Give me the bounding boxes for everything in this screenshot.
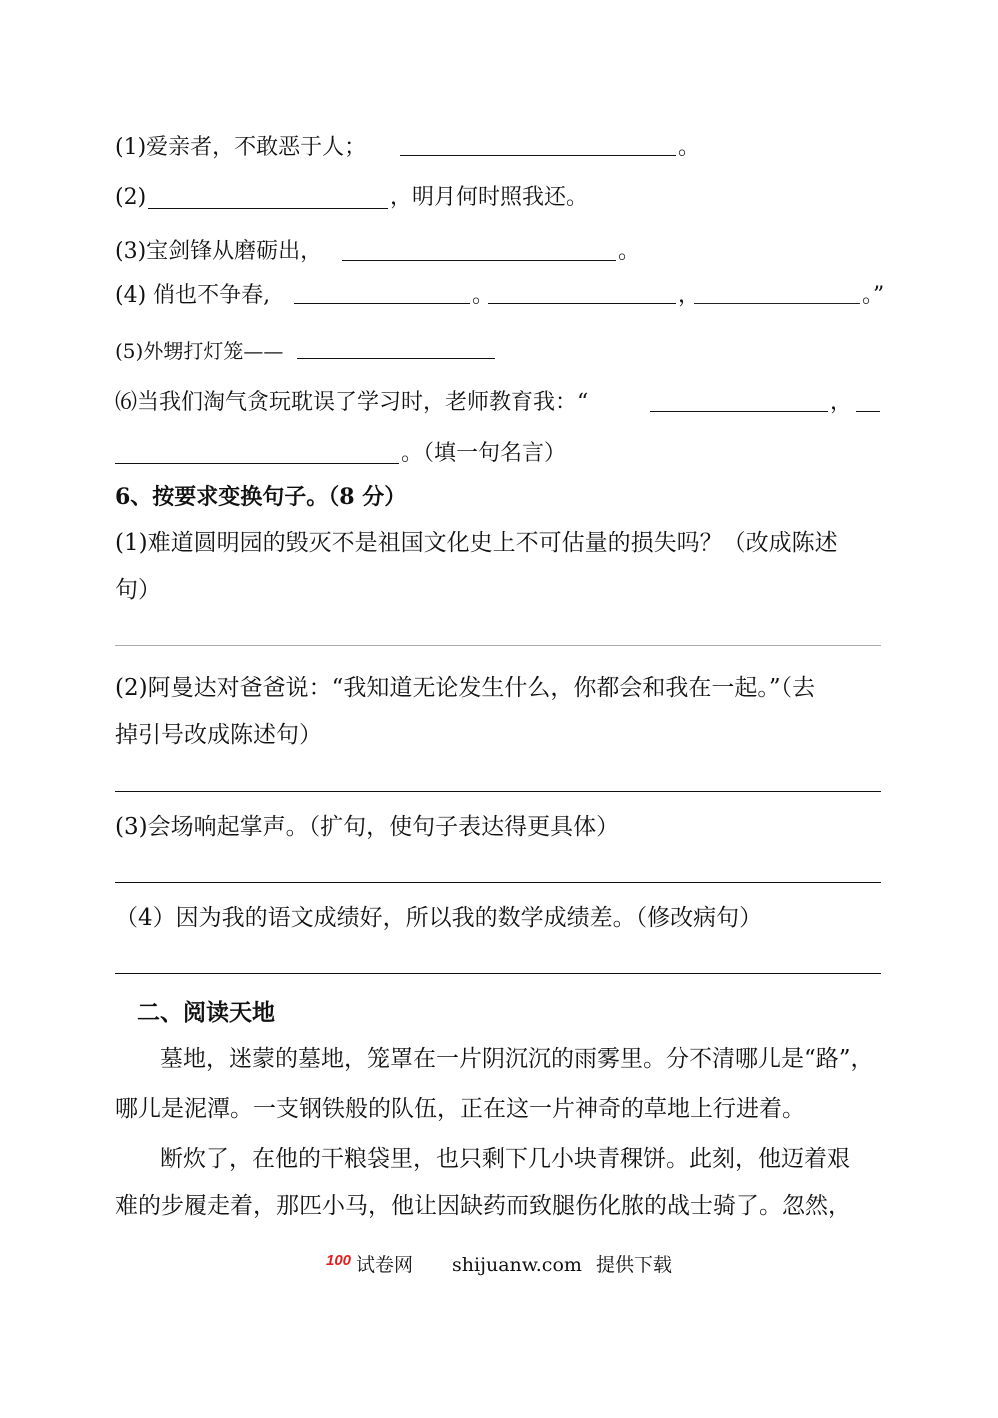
paragraph-line: 墓地，迷蒙的墓地，笼罩在一片阴沉沉的雨雾里。分不清哪儿是“路”， [160, 1046, 874, 1072]
section-title: 6、按要求变换句子。（8 分） [115, 484, 407, 510]
punctuation: ， [678, 283, 701, 308]
answer-blank[interactable] [694, 303, 860, 304]
fill-q1 [115, 133, 366, 163]
question-text: (1)难道圆明园的毁灭不是祖国文化史上不可估量的损失吗？（改成陈述 [115, 530, 838, 556]
question-number: (5) [115, 339, 144, 363]
answer-blank[interactable] [488, 303, 676, 304]
question-text: 外甥打灯笼—— [143, 339, 284, 363]
answer-line[interactable] [115, 645, 881, 646]
punctuation: 。 [618, 239, 641, 264]
punctuation: 。 [678, 135, 701, 160]
question-text: 宝剑锋从磨砺出， [146, 239, 323, 264]
question-text: 当我们淘气贪玩耽误了学习时，老师教育我：“ [137, 390, 589, 415]
answer-blank[interactable] [650, 411, 828, 412]
question-text: 爱亲者，不敢恶于人； [146, 135, 367, 160]
question-text: （4）因为我的语文成绩好，所以我的数学成绩差。（修改病句） [115, 905, 763, 931]
question-number: (4) [115, 283, 147, 308]
download-note: 提供下载 [596, 1254, 673, 1276]
fill-q3 [115, 237, 322, 267]
page-footer [0, 1250, 998, 1280]
question-number: (1) [115, 135, 147, 160]
punctuation: 。 [472, 283, 495, 308]
answer-blank[interactable] [297, 358, 495, 359]
answer-blank[interactable] [856, 411, 880, 412]
answer-blank[interactable] [342, 260, 616, 261]
answer-line[interactable] [115, 882, 881, 883]
answer-line[interactable] [115, 791, 881, 792]
answer-line[interactable] [115, 973, 881, 974]
paragraph-line: 断炊了，在他的干粮袋里，也只剩下几小块青稞饼。此刻，他迈着艰 [160, 1146, 850, 1172]
answer-blank[interactable] [400, 155, 676, 156]
question-text: 俏也不争春, [153, 283, 271, 308]
question-number: (3) [115, 239, 147, 264]
question-number: ⑹ [115, 390, 138, 415]
fill-q6 [115, 388, 588, 418]
question-number: (2) [115, 185, 147, 210]
paragraph-line: 难的步履走着，那匹小马，他让因缺药而致腿伤化脓的战士骑了。忽然， [115, 1193, 851, 1219]
punctuation: ， [830, 390, 853, 415]
question-text: (3)会场响起掌声。（扩句，使句子表达得更具体） [115, 814, 620, 840]
section-title: 二、阅读天地 [137, 999, 275, 1026]
question-text: 句） [115, 577, 161, 603]
fill-q4 [115, 281, 270, 311]
question-text: 掉引号改成陈述句） [115, 722, 322, 748]
site-name: 试卷网 [356, 1254, 414, 1276]
site-domain: shijuanw.com [452, 1254, 582, 1276]
answer-blank[interactable] [294, 303, 470, 304]
question-text: (2)阿曼达对爸爸说：“我知道无论发生什么，你都会和我在一起。”（去 [115, 675, 816, 701]
paragraph-line: 哪儿是泥潭。一支钢铁般的队伍，正在这一片神奇的草地上行进着。 [115, 1096, 805, 1122]
punctuation: 。” [862, 283, 885, 308]
logo: 100 [326, 1252, 352, 1269]
question-text: ，明月何时照我还。 [390, 185, 589, 210]
answer-blank[interactable] [148, 208, 388, 209]
question-hint: 。（填一句名言） [401, 441, 567, 466]
answer-blank[interactable] [115, 463, 399, 464]
fill-q5 [115, 336, 283, 366]
